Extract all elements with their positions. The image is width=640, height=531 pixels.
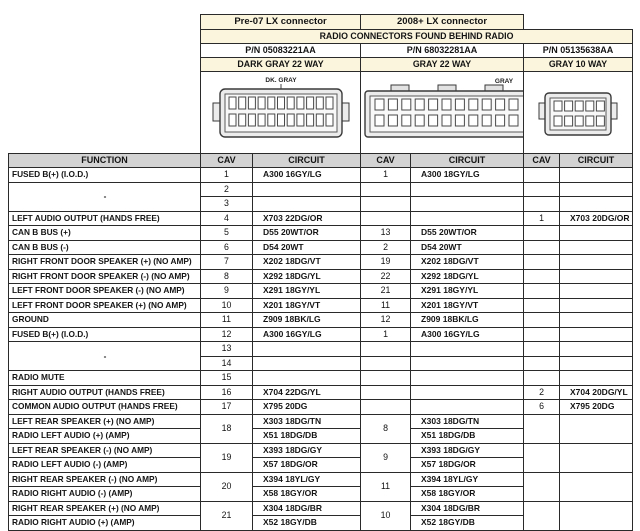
function-cell: LEFT AUDIO OUTPUT (HANDS FREE)	[9, 211, 201, 226]
banner-text: RADIO CONNECTORS FOUND BEHIND RADIO	[201, 30, 633, 44]
connector-pin	[326, 114, 333, 126]
connector-type-10way: GRAY 10 WAY	[524, 58, 633, 72]
circuit-cell: A300 16GY/LG	[253, 168, 361, 183]
connector-pin	[375, 99, 384, 110]
connector-pin	[455, 99, 464, 110]
wiring-chart-page	[8, 14, 632, 531]
circuit-cell: X52 18GY/DB	[253, 516, 361, 531]
cav-cell: 18	[201, 414, 253, 443]
function-cell: RADIO LEFT AUDIO (-) (AMP)	[9, 458, 201, 473]
circuit-cell: X304 18DG/BR	[411, 501, 524, 516]
connector-pin	[316, 97, 323, 109]
circuit-cell: D55 20WT/OR	[253, 226, 361, 241]
connector-pin	[248, 97, 255, 109]
spacer-cell	[9, 72, 201, 154]
pinout-row	[9, 240, 633, 255]
connector-pin	[554, 116, 562, 126]
connector-title-row	[9, 15, 633, 30]
cav-cell	[524, 414, 560, 443]
cav-cell: 9	[201, 284, 253, 299]
connector-pin	[496, 115, 505, 126]
pinout-row	[9, 182, 633, 197]
circuit-cell	[560, 197, 633, 212]
cav-cell: 11	[201, 313, 253, 328]
circuit-cell	[560, 226, 633, 241]
pinout-row	[9, 400, 633, 415]
circuit-cell	[560, 443, 633, 472]
circuit-cell: X393 18DG/GY	[411, 443, 524, 458]
circuit-cell	[253, 197, 361, 212]
circuit-cell: D54 20WT	[411, 240, 524, 255]
circuit-cell	[560, 284, 633, 299]
circuit-cell	[560, 168, 633, 183]
cav-cell: 1	[361, 168, 411, 183]
function-cell: RIGHT REAR SPEAKER (-) (NO AMP)	[9, 472, 201, 487]
cav-cell: 1	[524, 211, 560, 226]
part-number-lx2008: P/N 68032281AA	[361, 44, 524, 58]
cav-cell	[524, 298, 560, 313]
circuit-cell: X303 18DG/TN	[411, 414, 524, 429]
circuit-cell	[560, 182, 633, 197]
cav-cell: 5	[201, 226, 253, 241]
pinout-row	[9, 168, 633, 183]
connector-pin	[442, 115, 451, 126]
circuit-cell: X303 18DG/TN	[253, 414, 361, 429]
cav-cell	[524, 284, 560, 299]
spacer-cell	[9, 30, 201, 44]
function-cell: FUSED B(+) (I.O.D.)	[9, 168, 201, 183]
cav-cell: 11	[361, 298, 411, 313]
cav-cell	[524, 443, 560, 472]
circuit-cell	[411, 211, 524, 226]
cav-cell	[361, 182, 411, 197]
circuit-cell: X201 18GY/VT	[253, 298, 361, 313]
cav-cell: 4	[201, 211, 253, 226]
circuit-cell: X202 18DG/VT	[411, 255, 524, 270]
circuit-cell	[253, 356, 361, 371]
function-cell: LEFT FRONT DOOR SPEAKER (+) (NO AMP)	[9, 298, 201, 313]
circuit-cell	[253, 342, 361, 357]
cav-cell: 21	[201, 501, 253, 530]
circuit-cell	[560, 472, 633, 501]
column-header-cav: CAV	[361, 154, 411, 168]
cav-cell	[524, 313, 560, 328]
cav-cell	[524, 255, 560, 270]
connector-pin	[596, 116, 604, 126]
cav-cell: 11	[361, 472, 411, 501]
connector-pin	[415, 115, 424, 126]
part-number-10way: P/N 05135638AA	[524, 44, 633, 58]
circuit-cell: X51 18DG/DB	[411, 429, 524, 444]
connector-pin	[248, 114, 255, 126]
connector-pin	[316, 114, 323, 126]
cav-cell: 20	[201, 472, 253, 501]
connector-pin	[402, 99, 411, 110]
spacer-cell	[9, 44, 201, 58]
cav-cell: 12	[201, 327, 253, 342]
cav-cell	[361, 197, 411, 212]
circuit-cell: X393 18DG/GY	[253, 443, 361, 458]
connector-pin	[429, 99, 438, 110]
circuit-cell	[560, 313, 633, 328]
circuit-cell: X795 20DG	[253, 400, 361, 415]
circuit-cell: D55 20WT/OR	[411, 226, 524, 241]
cav-cell: 19	[201, 443, 253, 472]
connector-pin	[267, 114, 274, 126]
cav-cell: 2	[524, 385, 560, 400]
pinout-row	[9, 385, 633, 400]
gray10-connector-drawing	[528, 73, 628, 151]
radio-connector-pinout-table	[8, 14, 633, 531]
circuit-cell: X291 18GY/YL	[253, 284, 361, 299]
cav-cell	[524, 472, 560, 501]
connector-pin	[277, 97, 284, 109]
cav-cell	[524, 226, 560, 241]
connector-pin	[306, 114, 313, 126]
circuit-cell: X201 18GY/VT	[411, 298, 524, 313]
cav-cell	[361, 400, 411, 415]
connector-type-lx2008: GRAY 22 WAY	[361, 58, 524, 72]
circuit-cell	[560, 414, 633, 443]
column-header-cav: CAV	[524, 154, 560, 168]
circuit-cell	[411, 356, 524, 371]
part-number-pre07: P/N 05083221AA	[201, 44, 361, 58]
connector-pin	[258, 114, 265, 126]
cav-cell	[361, 356, 411, 371]
cav-cell	[524, 356, 560, 371]
pinout-row	[9, 414, 633, 429]
connector-pin	[596, 101, 604, 111]
cav-cell: 8	[201, 269, 253, 284]
circuit-cell: X394 18YL/GY	[253, 472, 361, 487]
pre07-connector-label: DK. GRAY	[264, 76, 297, 84]
circuit-cell	[411, 385, 524, 400]
connector-pin	[229, 97, 236, 109]
cav-cell	[524, 327, 560, 342]
function-cell: RIGHT AUDIO OUTPUT (HANDS FREE)	[9, 385, 201, 400]
function-cell: LEFT REAR SPEAKER (-) (NO AMP)	[9, 443, 201, 458]
cav-cell: 17	[201, 400, 253, 415]
function-cell: CAN B BUS (+)	[9, 226, 201, 241]
lx2008-connector-drawing	[361, 73, 524, 151]
circuit-cell: Z909 18BK/LG	[253, 313, 361, 328]
cav-cell: 15	[201, 371, 253, 386]
function-cell: RADIO RIGHT AUDIO (+) (AMP)	[9, 516, 201, 531]
cav-cell	[524, 182, 560, 197]
circuit-cell: X57 18DG/OR	[411, 458, 524, 473]
column-header-circuit: CIRCUIT	[560, 154, 633, 168]
circuit-cell	[411, 400, 524, 415]
circuit-cell	[560, 255, 633, 270]
pinout-rows	[9, 168, 633, 531]
connector-pin	[388, 115, 397, 126]
connector-pin	[455, 115, 464, 126]
pinout-row	[9, 211, 633, 226]
circuit-cell: X704 20DG/YL	[560, 385, 633, 400]
pinout-row	[9, 313, 633, 328]
lx2008-connector-title: 2008+ LX connector	[361, 15, 524, 30]
connector-pin	[554, 101, 562, 111]
connector-pin	[575, 101, 583, 111]
function-cell: -	[9, 342, 201, 371]
cav-cell: 6	[524, 400, 560, 415]
column-header-circuit: CIRCUIT	[253, 154, 361, 168]
cav-cell: 16	[201, 385, 253, 400]
pinout-row	[9, 371, 633, 386]
circuit-cell: X304 18DG/BR	[253, 501, 361, 516]
circuit-cell: X58 18GY/OR	[411, 487, 524, 502]
cav-cell: 21	[361, 284, 411, 299]
connector-pin	[496, 99, 505, 110]
circuit-cell: X703 22DG/OR	[253, 211, 361, 226]
function-cell: GROUND	[9, 313, 201, 328]
connector-pin	[509, 99, 518, 110]
connector-pin	[229, 114, 236, 126]
connector-pin	[306, 97, 313, 109]
circuit-cell	[560, 356, 633, 371]
function-cell: RIGHT FRONT DOOR SPEAKER (+) (NO AMP)	[9, 255, 201, 270]
circuit-cell: X394 18YL/GY	[411, 472, 524, 487]
cav-cell	[361, 371, 411, 386]
connector-pin	[326, 97, 333, 109]
cav-cell	[524, 197, 560, 212]
circuit-cell: X291 18GY/YL	[411, 284, 524, 299]
connector-pin	[388, 99, 397, 110]
circuit-cell: X51 18DG/DB	[253, 429, 361, 444]
circuit-cell	[411, 182, 524, 197]
column-header-cav: CAV	[201, 154, 253, 168]
circuit-cell: X292 18DG/YL	[253, 269, 361, 284]
function-cell: RADIO MUTE	[9, 371, 201, 386]
circuit-cell	[560, 240, 633, 255]
connector-pin	[258, 97, 265, 109]
circuit-cell	[560, 298, 633, 313]
cav-cell: 1	[361, 327, 411, 342]
cav-cell: 2	[201, 182, 253, 197]
connector-pin	[296, 97, 303, 109]
circuit-cell: A300 18GY/LG	[411, 168, 524, 183]
function-cell: -	[9, 182, 201, 211]
function-cell: LEFT REAR SPEAKER (+) (NO AMP)	[9, 414, 201, 429]
cav-cell: 12	[361, 313, 411, 328]
pinout-row	[9, 226, 633, 241]
circuit-cell	[560, 342, 633, 357]
lx2008-connector-label: GRAY	[494, 77, 514, 85]
spacer-cell	[9, 58, 201, 72]
pinout-row	[9, 501, 633, 516]
pre07-connector-title: Pre-07 LX connector	[201, 15, 361, 30]
pinout-row	[9, 269, 633, 284]
connector-pin	[469, 99, 478, 110]
function-cell: RADIO LEFT AUDIO (+) (AMP)	[9, 429, 201, 444]
gray10-connector-drawing-cell	[524, 72, 633, 154]
circuit-cell: X58 18GY/OR	[253, 487, 361, 502]
cav-cell	[524, 371, 560, 386]
cav-cell	[524, 168, 560, 183]
column-header-circuit: CIRCUIT	[411, 154, 524, 168]
circuit-cell: D54 20WT	[253, 240, 361, 255]
cav-cell	[524, 342, 560, 357]
cav-cell: 2	[361, 240, 411, 255]
cav-cell	[361, 385, 411, 400]
function-cell: CAN B BUS (-)	[9, 240, 201, 255]
circuit-cell	[253, 182, 361, 197]
spacer-cell	[9, 15, 201, 30]
connector-pin	[415, 99, 424, 110]
connector-pin	[402, 115, 411, 126]
circuit-cell	[411, 342, 524, 357]
cav-cell: 22	[361, 269, 411, 284]
cav-cell: 10	[201, 298, 253, 313]
connector-drawing-row	[9, 72, 633, 154]
connector-pin	[238, 97, 245, 109]
circuit-cell: A300 16GY/LG	[411, 327, 524, 342]
circuit-cell	[411, 197, 524, 212]
connector-type-row	[9, 58, 633, 72]
column-header-function: FUNCTION	[9, 154, 201, 168]
connector-pin	[482, 115, 491, 126]
banner-row	[9, 30, 633, 44]
connector-pin	[482, 99, 491, 110]
pre07-connector-drawing	[205, 73, 357, 151]
function-cell: LEFT FRONT DOOR SPEAKER (-) (NO AMP)	[9, 284, 201, 299]
pinout-row	[9, 284, 633, 299]
function-cell: RADIO RIGHT AUDIO (-) (AMP)	[9, 487, 201, 502]
circuit-cell: X795 20DG	[560, 400, 633, 415]
connector-pin	[565, 101, 573, 111]
cav-cell	[524, 269, 560, 284]
function-cell: COMMON AUDIO OUTPUT (HANDS FREE)	[9, 400, 201, 415]
connector-pin	[375, 115, 384, 126]
function-cell: RIGHT FRONT DOOR SPEAKER (-) (NO AMP)	[9, 269, 201, 284]
connector-pin	[238, 114, 245, 126]
circuit-cell: X704 22DG/YL	[253, 385, 361, 400]
connector-pin	[442, 99, 451, 110]
connector-pin	[586, 116, 594, 126]
circuit-cell: X57 18DG/OR	[253, 458, 361, 473]
part-number-row	[9, 44, 633, 58]
cav-cell: 1	[201, 168, 253, 183]
cav-cell: 13	[361, 226, 411, 241]
cav-cell: 7	[201, 255, 253, 270]
connector-pin	[565, 116, 573, 126]
connector-pin	[287, 114, 294, 126]
cav-cell	[524, 501, 560, 530]
cav-cell: 13	[201, 342, 253, 357]
connector-pin	[267, 97, 274, 109]
cav-cell	[524, 240, 560, 255]
connector-pin	[287, 97, 294, 109]
pre07-connector-drawing-cell	[201, 72, 361, 154]
cav-cell: 10	[361, 501, 411, 530]
connector-pin	[586, 101, 594, 111]
column-header-row	[9, 154, 633, 168]
pinout-row	[9, 255, 633, 270]
connector-pin	[296, 114, 303, 126]
circuit-cell	[560, 371, 633, 386]
circuit-cell	[560, 269, 633, 284]
circuit-cell	[253, 371, 361, 386]
pinout-row	[9, 342, 633, 357]
circuit-cell: Z909 18BK/LG	[411, 313, 524, 328]
circuit-cell: X292 18DG/YL	[411, 269, 524, 284]
lx2008-connector-drawing-cell	[361, 72, 524, 154]
cav-cell	[361, 211, 411, 226]
function-cell: RIGHT REAR SPEAKER (+) (NO AMP)	[9, 501, 201, 516]
circuit-cell: X52 18GY/DB	[411, 516, 524, 531]
circuit-cell: X703 20DG/OR	[560, 211, 633, 226]
connector-pin	[469, 115, 478, 126]
connector-pin	[575, 116, 583, 126]
pinout-row	[9, 327, 633, 342]
pinout-row	[9, 443, 633, 458]
cav-cell: 6	[201, 240, 253, 255]
pinout-row	[9, 472, 633, 487]
circuit-cell	[560, 501, 633, 530]
connector-type-pre07: DARK GRAY 22 WAY	[201, 58, 361, 72]
cav-cell: 14	[201, 356, 253, 371]
cav-cell: 8	[361, 414, 411, 443]
connector-pin	[429, 115, 438, 126]
circuit-cell	[560, 327, 633, 342]
circuit-cell: X202 18DG/VT	[253, 255, 361, 270]
function-cell: FUSED B(+) (I.O.D.)	[9, 327, 201, 342]
cav-cell: 19	[361, 255, 411, 270]
cav-cell	[361, 342, 411, 357]
spacer-cell	[524, 15, 633, 30]
cav-cell: 9	[361, 443, 411, 472]
circuit-cell: A300 16GY/LG	[253, 327, 361, 342]
cav-cell: 3	[201, 197, 253, 212]
pinout-row	[9, 298, 633, 313]
connector-pin	[509, 115, 518, 126]
circuit-cell	[411, 371, 524, 386]
connector-pin	[277, 114, 284, 126]
